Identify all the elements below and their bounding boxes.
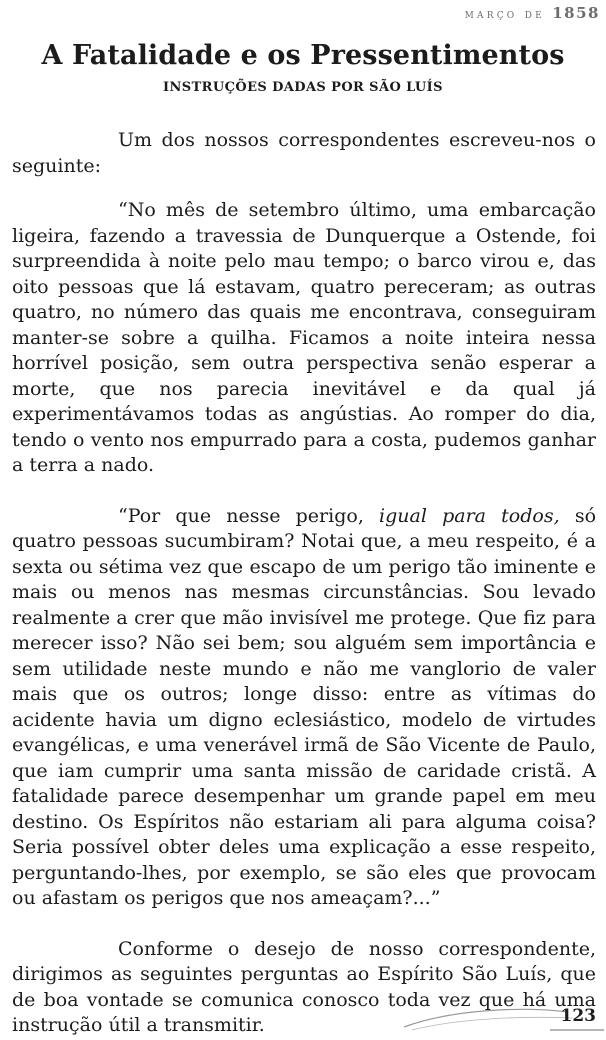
chapter-subtitle: INSTRUÇÕES DADAS POR SÃO LUÍS	[163, 80, 443, 95]
chapter-title: A Fatalidade e os Pressentimentos	[41, 40, 565, 71]
paragraph-letter-1: “No mês de setembro último, uma embarcação ligeira, fazendo a travessia de Dunquerque a Ostende, foi surpreendida à noite pelo mau tempo; o barco virou e, das oito pessoas que lá estavam, quatro pereceram; as outras quatro, no número das quais me encontrava, conseguiram manter-se sobre a quilha. Ficamos a noite inteira nessa horrível posição, sem outra perspectiva senão esperar a morte, que nos parecia inevitável e da qual já experimentávamos todas as angústias. Ao romper do dia, tendo o vento nos empurrado para a costa, pudemos ganhar a terra a nado.	[12, 199, 596, 476]
header-month: março de	[464, 7, 545, 22]
running-header	[465, 4, 600, 22]
page-number: 123	[560, 1006, 596, 1026]
paragraph-letter-2-start: “Por que nesse perigo,	[118, 504, 380, 527]
paragraph-letter-2-emphasis: igual para todos,	[379, 504, 560, 527]
page-footer	[400, 996, 606, 1036]
header-year: 1858	[552, 4, 600, 22]
body-text	[12, 128, 596, 1039]
paragraph-letter-2-rest: só quatro pessoas sucumbiram? Notai que, a meu respeito, é a sexta ou sétima vez que escapo de um perigo tão iminente e mais ou menos nas mesmas circunstâncias. Sou levado realmente a crer que mão invisível me protege. Que fiz para merecer isso? Não sei bem; sou alguém sem importância e sem utilidade neste mundo e não me vanglorio de valer mais que os outros; longe disso: entre as vítimas do acidente havia um digno eclesiástico, modelo de virtudes evangélicas, e uma venerável irmã de São Vicente de Paulo, que iam cumprir uma santa missão de caridade cristã. A fatalidade parece desempenhar um grande papel em meu destino. Os Espíritos não estariam ali para alguma coisa? Seria possível obter deles uma explicação a esse respeito, perguntando-lhes, por exemplo, se são eles que provocam ou afastam os perigos que nos ameaçam?...”	[12, 504, 597, 909]
paragraph-letter-2	[12, 504, 596, 912]
paragraph-conclusion: Conforme o desejo de nosso correspondente, dirigimos as seguintes perguntas ao Espírito São Luís, que de boa vontade se comunica conosco toda vez que há uma instrução útil a transmitir.	[12, 937, 596, 1036]
paragraph-intro: Um dos nossos correspondentes escreveu-nos o seguinte:	[12, 129, 596, 177]
